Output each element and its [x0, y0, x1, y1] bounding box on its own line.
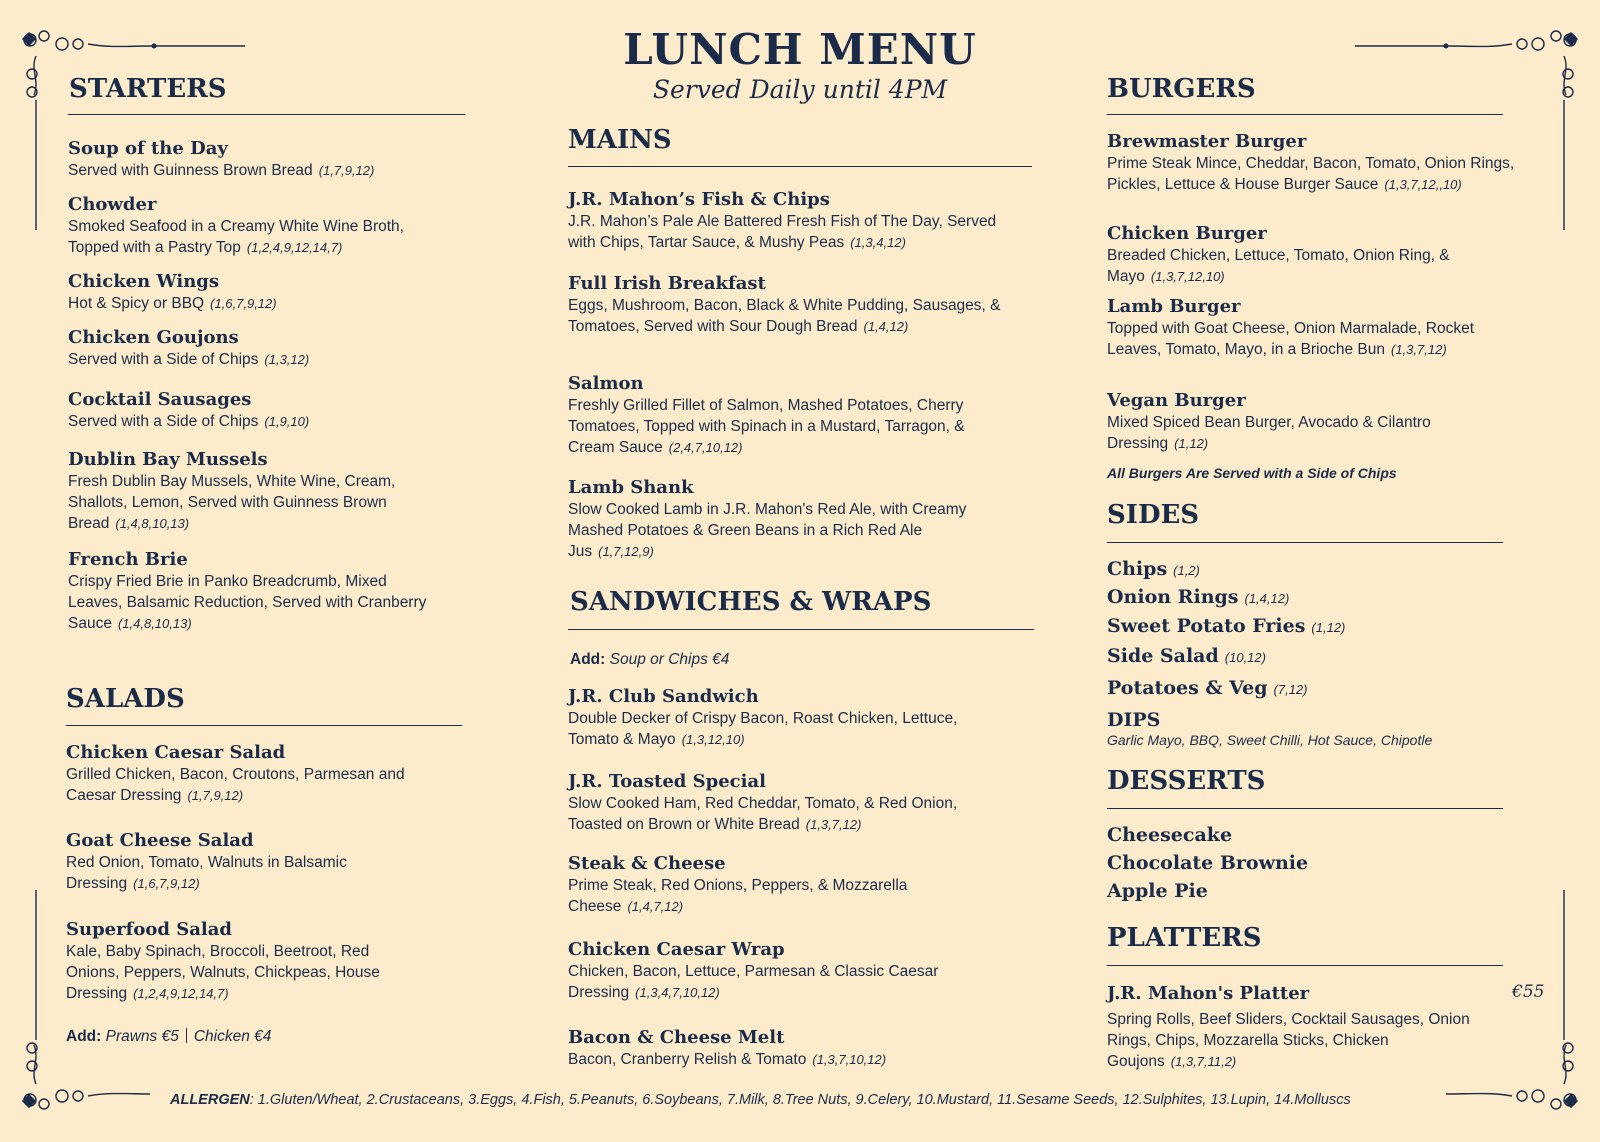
menu-item: [68, 449, 438, 534]
menu-item: [568, 373, 1008, 458]
section-title-sandwiches: SANDWICHES & WRAPS: [570, 587, 932, 617]
item-allergens: (1,12): [1311, 620, 1346, 635]
item-allergens: (1,3,4,7,10,12): [635, 985, 720, 1000]
item-name: Superfood Salad: [66, 919, 232, 940]
menu-item: [66, 919, 426, 1004]
menu-item: [68, 389, 468, 432]
item-description: Chicken, Bacon, Lettuce, Parmesan & Classic Caesar Dressing (1,3,4,7,10,12): [568, 963, 939, 1001]
menu-item: [1107, 296, 1497, 360]
item-name: Chicken Caesar Salad: [66, 742, 286, 763]
section-divider: [568, 166, 1032, 167]
item-allergens: (1,3,7,11,2): [1170, 1054, 1237, 1069]
item-name: Chowder: [68, 194, 157, 215]
dessert-item: Apple Pie: [1107, 880, 1208, 902]
menu-item: [568, 273, 1018, 337]
menu-item: [68, 549, 438, 634]
item-allergens: (1,9,10): [264, 414, 310, 429]
item-name: Chicken Burger: [1107, 223, 1267, 244]
item-allergens: (1,2): [1173, 563, 1200, 578]
item-name: Full Irish Breakfast: [568, 273, 766, 294]
item-name: Chicken Goujons: [68, 327, 239, 348]
section-title-platters: PLATTERS: [1107, 923, 1262, 953]
item-allergens: (1,2,4,9,12,14,7): [133, 986, 229, 1001]
item-description: Spring Rolls, Beef Sliders, Cocktail Sausages, Onion Rings, Chips, Mozzarella Sticks, Chicken Goujons (1,3,7,11,2): [1107, 1011, 1470, 1070]
item-allergens: (1,3,4,12): [850, 235, 906, 250]
item-allergens: (1,2,4,9,12,14,7): [246, 240, 343, 255]
menu-item: [1107, 223, 1487, 287]
item-description: Prime Steak, Red Onions, Peppers, & Mozzarella Cheese (1,4,7,12): [568, 877, 908, 915]
item-description: Mixed Spiced Bean Burger, Avocado & Cilantro Dressing (1,12): [1107, 414, 1431, 452]
item-allergens: (1,4,12): [863, 319, 909, 334]
menu-subtitle: Served Daily until 4PM: [652, 75, 948, 104]
section-title-salads: SALADS: [66, 684, 185, 714]
dips-description: Garlic Mayo, BBQ, Sweet Chilli, Hot Sauce, Chipotle: [1107, 732, 1433, 748]
item-description: Smoked Seafood in a Creamy White Wine Broth, Topped with a Pastry Top (1,2,4,9,12,14,7): [68, 218, 404, 256]
menu-item: [68, 271, 468, 314]
menu-item: [1107, 983, 1517, 1072]
side-item: Onion Rings (1,4,12): [1107, 586, 1290, 608]
section-title-burgers: BURGERS: [1107, 74, 1256, 104]
item-description: Served with a Side of Chips (1,3,12): [68, 351, 310, 368]
item-allergens: (1,4,8,10,13): [117, 616, 192, 631]
item-name: Salmon: [568, 373, 644, 394]
menu-item: [66, 742, 436, 806]
dessert-item: Cheesecake: [1107, 824, 1233, 846]
item-name: Lamb Burger: [1107, 296, 1241, 317]
item-name: Soup of the Day: [68, 138, 228, 159]
item-allergens: (1,6,7,9,12): [133, 876, 200, 891]
item-allergens: (1,7,12,9): [598, 544, 654, 559]
item-allergens: (1,3,7,12,,10): [1384, 177, 1462, 192]
item-allergens: (1,4,7,12): [627, 899, 684, 914]
section-title-sides: SIDES: [1107, 500, 1200, 530]
menu-item: [568, 939, 968, 1003]
item-allergens: (1,7,9,12): [187, 788, 244, 803]
item-name: Dublin Bay Mussels: [68, 449, 268, 470]
side-item: Side Salad (10,12): [1107, 645, 1266, 667]
item-name: J.R. Mahon’s Fish & Chips: [568, 189, 830, 210]
item-description: Grilled Chicken, Bacon, Croutons, Parmesan and Caesar Dressing (1,7,9,12): [66, 766, 405, 804]
item-description: J.R. Mahon’s Pale Ale Battered Fresh Fish of The Day, Served with Chips, Tartar Sauce, & Mushy Peas (1,3,4,12): [568, 213, 997, 251]
item-name: Brewmaster Burger: [1107, 131, 1307, 152]
item-name: Cocktail Sausages: [68, 389, 252, 410]
section-divider: [1107, 965, 1503, 966]
item-description: Double Decker of Crispy Bacon, Roast Chicken, Lettuce, Tomato & Mayo (1,3,12,10): [568, 710, 958, 748]
item-allergens: (1,3,7,10,12): [812, 1052, 887, 1067]
section-divider: [568, 629, 1034, 630]
section-title-desserts: DESSERTS: [1107, 766, 1266, 796]
menu-item: [568, 686, 1008, 750]
item-description: Freshly Grilled Fillet of Salmon, Mashed Potatoes, Cherry Tomatoes, Topped with Spinach in a Mustard, Tarragon, & Cream Sauce (2,4,7,10,12): [568, 397, 965, 456]
section-divider: [1107, 542, 1503, 543]
item-name: Lamb Shank: [568, 477, 694, 498]
side-item: Sweet Potato Fries (1,12): [1107, 615, 1346, 637]
item-description: Fresh Dublin Bay Mussels, White Wine, Cream, Shallots, Lemon, Served with Guinness Brown Bread (1,4,8,10,13): [68, 473, 396, 532]
menu-item: [68, 138, 468, 181]
separator: [186, 1028, 187, 1043]
platter-price: €55: [1512, 982, 1545, 1002]
item-description: Eggs, Mushroom, Bacon, Black & White Pudding, Sausages, & Tomatoes, Served with Sour Dough Bread (1,4,12): [568, 297, 1001, 335]
item-description: Breaded Chicken, Lettuce, Tomato, Onion Ring, & Mayo (1,3,7,12,10): [1107, 247, 1450, 285]
item-name: J.R. Toasted Special: [568, 771, 766, 792]
item-name: Bacon & Cheese Melt: [568, 1027, 785, 1048]
section-title-mains: MAINS: [568, 125, 672, 155]
sandwiches-add-on: Add: Soup or Chips €4: [570, 651, 730, 668]
menu-title: LUNCH MENU: [623, 25, 977, 74]
menu-item: [568, 189, 1018, 253]
menu-item: [68, 327, 468, 370]
item-description: Kale, Baby Spinach, Broccoli, Beetroot, Red Onions, Peppers, Walnuts, Chickpeas, House Dressing (1,2,4,9,12,14,7): [66, 943, 380, 1002]
menu-item: [1107, 390, 1437, 454]
item-description: Red Onion, Tomato, Walnuts in Balsamic Dressing (1,6,7,9,12): [66, 854, 347, 892]
item-name: French Brie: [68, 549, 188, 570]
menu-item: [568, 771, 1008, 835]
item-allergens: (1,3,7,12): [1391, 342, 1447, 357]
item-description: Slow Cooked Ham, Red Cheddar, Tomato, & Red Onion, Toasted on Brown or White Bread (1,3,7,12): [568, 795, 958, 833]
item-name: Steak & Cheese: [568, 853, 726, 874]
item-description: Slow Cooked Lamb in J.R. Mahon's Red Ale, with Creamy Mashed Potatoes & Green Beans in a Rich Red Ale Jus (1,7,12,9): [568, 501, 967, 560]
section-divider: [68, 114, 465, 115]
item-description: Bacon, Cranberry Relish & Tomato (1,3,7,10,12): [568, 1051, 887, 1068]
item-name: Goat Cheese Salad: [66, 830, 254, 851]
item-allergens: (1,3,12): [264, 352, 310, 367]
section-divider: [1107, 808, 1503, 809]
menu-item: [1107, 131, 1517, 195]
section-divider: [66, 725, 462, 726]
item-name: Chicken Wings: [68, 271, 220, 292]
menu-item: [568, 853, 968, 917]
item-allergens: (1,3,7,12,10): [1150, 269, 1225, 284]
item-description: Crispy Fried Brie in Panko Breadcrumb, Mixed Leaves, Balsamic Reduction, Served with Cranberry Sauce (1,4,8,10,13): [68, 573, 427, 632]
side-item: Chips (1,2): [1107, 558, 1200, 580]
item-name: J.R. Club Sandwich: [568, 686, 759, 707]
item-allergens: (2,4,7,10,12): [668, 440, 743, 455]
item-name: J.R. Mahon's Platter: [1107, 983, 1310, 1004]
menu-item: [568, 1027, 1008, 1070]
section-divider: [1107, 114, 1503, 115]
item-allergens: (1,6,7,9,12): [210, 296, 277, 311]
side-item-dips: DIPS: [1107, 709, 1161, 731]
item-description: Served with Guinness Brown Bread (1,7,9,12): [68, 162, 375, 179]
item-allergens: (10,12): [1224, 650, 1266, 665]
item-allergens: (1,12): [1174, 436, 1209, 451]
menu-item: [568, 477, 988, 562]
dessert-item: Chocolate Brownie: [1107, 852, 1309, 874]
item-description: Served with a Side of Chips (1,9,10): [68, 413, 310, 430]
item-allergens: (1,4,12): [1244, 591, 1290, 606]
item-allergens: (7,12): [1273, 682, 1308, 697]
section-title-starters: STARTERS: [69, 74, 227, 104]
side-item: Potatoes & Veg (7,12): [1107, 677, 1308, 699]
menu-header: [540, 24, 1060, 106]
item-name: Vegan Burger: [1107, 390, 1246, 411]
item-allergens: (1,3,7,12): [805, 817, 862, 832]
item-description: Prime Steak Mince, Cheddar, Bacon, Tomato, Onion Rings, Pickles, Lettuce & House Burger Sauce (1,3,7,12,,10): [1107, 155, 1515, 193]
item-allergens: (1,3,12,10): [681, 732, 745, 747]
salads-add-ons: Add: Prawns €5 Chicken €4: [66, 1028, 272, 1045]
item-name: Chicken Caesar Wrap: [568, 939, 785, 960]
menu-item: [66, 830, 406, 894]
item-allergens: (1,7,9,12): [318, 163, 375, 178]
item-allergens: (1,4,8,10,13): [115, 516, 190, 531]
item-description: Topped with Goat Cheese, Onion Marmalade, Rocket Leaves, Tomato, Mayo, in a Brioche Bun (1,3,7,12): [1107, 320, 1475, 358]
burgers-note: All Burgers Are Served with a Side of Chips: [1107, 465, 1397, 481]
menu-item: [68, 194, 448, 258]
item-description: Hot & Spicy or BBQ (1,6,7,9,12): [68, 295, 277, 312]
allergen-legend: ALLERGEN: 1.Gluten/Wheat, 2.Crustaceans, 3.Eggs, 4.Fish, 5.Peanuts, 6.Soybeans, 7.Milk, 8.Tree Nuts, 9.Celery, 10.Mustard, 11.Sesame Seeds, 12.Sulphites, 13.Lupin, 14.Molluscs: [170, 1092, 1351, 1108]
